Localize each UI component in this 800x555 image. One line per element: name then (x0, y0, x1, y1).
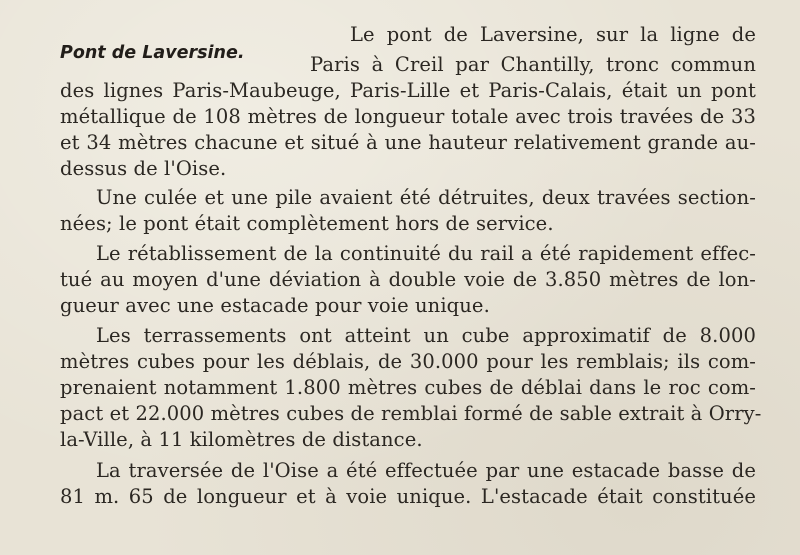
section-heading: Pont de Laversine. (60, 43, 245, 63)
text-line: nées; le pont était complètement hors de service. (60, 212, 554, 235)
text-line: gueur avec une estacade pour voie unique. (60, 294, 490, 317)
text-line: La traversée de l'Oise a été effectuée par une estacade basse de (96, 459, 756, 482)
text-line: la-Ville, à 11 kilomètres de distance. (60, 428, 423, 451)
text-line: Le pont de Laversine, sur la ligne de (350, 23, 756, 46)
text-line: Le rétablissement de la continuité du rail a été rapidement effec- (96, 242, 756, 265)
text-line: prenaient notamment 1.800 mètres cubes de déblai dans le roc com- (60, 376, 756, 399)
text-line: des lignes Paris-Maubeuge, Paris-Lille et Paris-Calais, était un pont (60, 79, 756, 102)
text-line: Les terrassements ont atteint un cube approximatif de 8.000 (96, 324, 756, 347)
text-line: dessus de l'Oise. (60, 157, 227, 180)
text-line: mètres cubes pour les déblais, de 30.000 pour les remblais; ils com- (60, 350, 756, 373)
text-line: pact et 22.000 mètres cubes de remblai formé de sable extrait à Orry- (60, 402, 762, 425)
text-line: Une culée et une pile avaient été détruites, deux travées section- (96, 186, 756, 209)
text-line: et 34 mètres chacune et situé à une hauteur relativement grande au- (60, 131, 756, 154)
text-line: 81 m. 65 de longueur et à voie unique. L'estacade était constituée (60, 485, 756, 508)
text-line: tué au moyen d'une déviation à double voie de 3.850 mètres de lon- (60, 268, 756, 291)
text-line: Paris à Creil par Chantilly, tronc commun (310, 53, 756, 76)
text-line: métallique de 108 mètres de longueur totale avec trois travées de 33 (60, 105, 756, 128)
